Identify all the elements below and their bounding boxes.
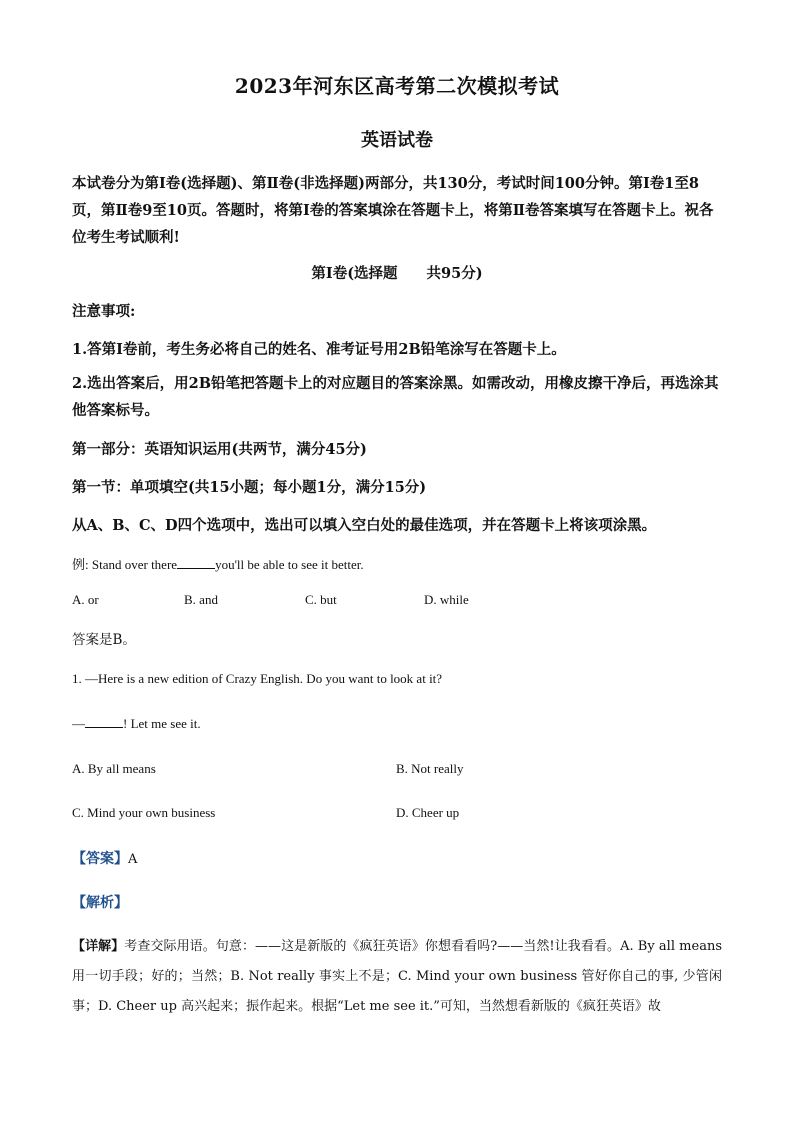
example-suffix: you'll be able to see it better.	[215, 557, 364, 572]
example-option-a: A. or	[72, 592, 99, 607]
question1-blank	[85, 715, 123, 728]
section1-heading: 第一节：单项填空(共15小题；每小题1分，满分15分)	[72, 479, 427, 496]
example-answer: 答案是B。	[72, 632, 136, 648]
question1-option-b: B. Not really	[396, 761, 464, 776]
answer-value: A	[128, 852, 138, 867]
example-prefix: 例: Stand over there	[72, 557, 178, 572]
example-option-d: D. while	[424, 592, 469, 607]
question1-reply	[72, 715, 201, 732]
notes-item-1: 1.答第Ⅰ卷前，考生务必将自己的姓名、准考证号用2B铅笔涂写在答题卡上。	[72, 341, 566, 358]
section-heading: 第Ⅰ卷(选择题 共95分)	[311, 265, 483, 282]
question1-option-c: C. Mind your own business	[72, 805, 216, 820]
exam-subtitle: 英语试卷	[361, 130, 433, 151]
reply-suffix: ! Let me see it.	[123, 716, 201, 731]
notes-heading: 注意事项:	[72, 303, 136, 320]
question1-option-a: A. By all means	[72, 761, 156, 776]
part1-heading: 第一部分：英语知识运用(共两节，满分45分)	[72, 441, 367, 458]
detail-tag: 【详解】	[72, 939, 125, 954]
exam-title: 2023年河东区高考第二次模拟考试	[234, 74, 560, 98]
notes-item-2: 2.选出答案后，用2B铅笔把答题卡上的对应题目的答案涂黑。如需改动，用橡皮擦干净后，再选涂其他答案标号。	[72, 375, 719, 419]
example-stem	[72, 554, 364, 573]
answer-tag: 【答案】	[72, 851, 128, 867]
example-option-b: B. and	[184, 592, 218, 607]
analysis-tag: 【解析】	[72, 895, 128, 911]
analysis-line	[72, 892, 128, 912]
example-blank	[177, 556, 215, 569]
answer-line	[72, 848, 137, 868]
detail-paragraph	[72, 932, 722, 1022]
question1-option-d: D. Cheer up	[396, 805, 460, 820]
reply-dash: —	[72, 716, 85, 731]
example-option-c: C. but	[305, 592, 337, 607]
instruction-text: 从A、B、C、D四个选项中，选出可以填入空白处的最佳选项，并在答题卡上将该项涂黑。	[72, 517, 657, 534]
detail-text: 考查交际用语。句意：——这是新版的《疯狂英语》你想看看吗?——当然!让我看看。A. By all means 用一切手段；好的；当然；B. Not really 事实上不是；C. Mind your own business 管好你自己的事, 少管闲事；D. Cheer up 高兴起来；振作起来。根据“Let me see it.”可知，当然想看新版的《疯狂英语》故	[72, 939, 722, 1014]
intro-paragraph: 本试卷分为第Ⅰ卷(选择题)、第Ⅱ卷(非选择题)两部分，共130分，考试时间100分钟。第Ⅰ卷1至8页，第Ⅱ卷9至10页。答题时，将第Ⅰ卷的答案填涂在答题卡上，将第Ⅱ卷答案填写在答题卡上。祝各位考生考试顺利!	[72, 175, 714, 246]
question1-stem: 1. —Here is a new edition of Crazy English. Do you want to look at it?	[72, 671, 443, 686]
